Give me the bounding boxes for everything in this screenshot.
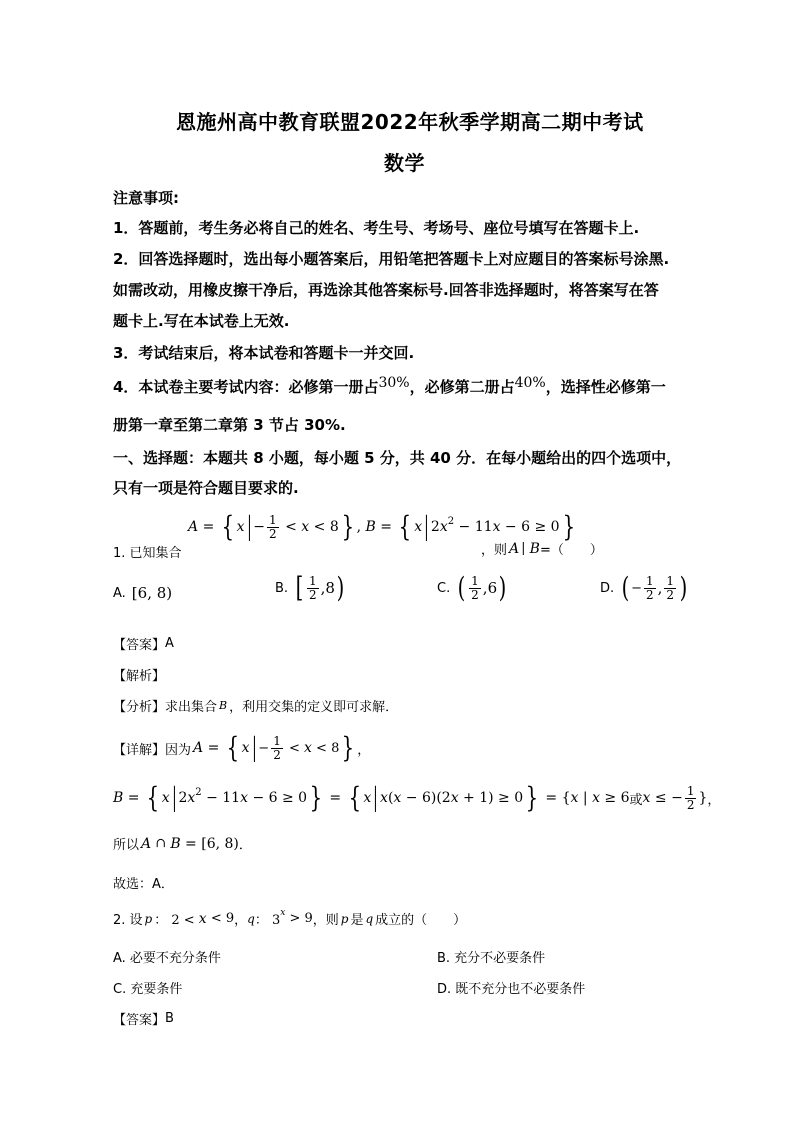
q1-option-a[interactable]: A. [6, 8) bbox=[113, 584, 173, 602]
q1-conclusion: 故选：A． bbox=[113, 877, 174, 892]
q1-analysis-tag: 【解析】 bbox=[113, 669, 166, 684]
notice-item-2-line-3: 题卡上.写在本试卷上无效. bbox=[113, 312, 290, 330]
q1-option-b[interactable]: B. [ $\frac{1}{2}$ ,8 ) bbox=[275, 571, 345, 604]
q1-detail-line-1: 【详解】 因为 A = { x | − $\frac{1}{2}$ < x < 8 } ， bbox=[113, 731, 371, 764]
notice-item-1: 1．答题前，考生务必将自己的姓名、考生号、考场号、座位号填写在答题卡上. bbox=[113, 219, 640, 237]
section-1-line-2: 只有一项是符合题目要求的. bbox=[113, 479, 299, 497]
notice-item-4-text-a: 4．本试卷主要考试内容：必修第一册占 bbox=[113, 378, 379, 396]
q1-stem-prefix: 1. 已知集合 bbox=[113, 546, 182, 561]
q2-stem-a: 2. 设 bbox=[113, 913, 143, 928]
q1-fenxi-tag: 【分析】 bbox=[113, 700, 166, 715]
q1-answer-tag: 【答案】 bbox=[113, 638, 166, 653]
q1-option-d-label: D. bbox=[600, 580, 615, 596]
q1-result: 所以 A ∩ B = [6, 8) ． bbox=[113, 835, 252, 853]
q2-stem-b: ，则 bbox=[312, 913, 339, 928]
q1-option-d[interactable]: D. ( − $\frac{1}{2}$ , $\frac{1}{2}$ ) bbox=[600, 571, 688, 604]
q1-stem-end: =（ ） bbox=[539, 543, 603, 558]
exam-title: 恩施州高中教育联盟2022年秋季学期高二期中考试 bbox=[176, 110, 644, 134]
q2-stem: 2. 设 p ： 2 < x < 9 ， q ： 3 x > 9 ，则 p 是 q 成立的（ ） bbox=[113, 907, 467, 928]
q2-answer-value: B bbox=[165, 1011, 174, 1026]
q1-detail-line-2: B = { x | 2 x 2 − 11 x − 6 ≥ 0 } = { x | x ( x − 6)(2 x + 1) ≥ 0 } = { x | x ≥ 6 或 x ≤ − $\frac{1}{2}$ } ， bbox=[113, 781, 721, 814]
q2-option-c[interactable]: C. 充要条件 bbox=[113, 982, 183, 997]
q1-fenxi-text-b: ，利用交集的定义即可求解． bbox=[229, 700, 399, 715]
notice-item-2-line-1: 2．回答选择题时，选出每小题答案后，用铅笔把答题卡上对应题目的答案标号涂黑. bbox=[113, 250, 670, 268]
q1-detail-tag: 【详解】 bbox=[113, 742, 166, 758]
q1-option-c[interactable]: C. ( $\frac{1}{2}$ ,6 ) bbox=[437, 571, 507, 604]
notice-item-3: 3．考试结束后，将本试卷和答题卡一并交回. bbox=[113, 344, 415, 362]
notice-item-4-line-1 bbox=[113, 376, 666, 397]
q1-result-suffix: ． bbox=[238, 838, 252, 853]
notice-heading: 注意事项: bbox=[113, 189, 179, 207]
notice-item-4-line-2: 册第一章至第二章第 3 节占 30%. bbox=[113, 416, 346, 434]
notice-item-4-pct-2: 40% bbox=[514, 374, 546, 391]
q1-result-prefix: 所以 bbox=[113, 838, 140, 853]
q1-option-b-label: B. bbox=[275, 580, 289, 596]
q2-option-d[interactable]: D. 既不充分也不必要条件 bbox=[437, 982, 586, 997]
q1-fenxi: 【分析】 求出集合 B ，利用交集的定义即可求解． bbox=[113, 696, 398, 715]
q2-stem-c: 是 bbox=[350, 913, 364, 928]
q2-answer-tag: 【答案】 bbox=[113, 1013, 166, 1028]
notice-item-4-pct-1: 30% bbox=[378, 374, 410, 391]
q1-option-a-label: A. bbox=[113, 585, 126, 601]
notice-item-4-text-b: ，必修第二册占 bbox=[409, 378, 515, 396]
q1-fenxi-text-a: 求出集合 bbox=[165, 700, 218, 715]
q1-stem-suffix-line: ，则 A | B =（ ） bbox=[481, 540, 603, 558]
q1-option-c-label: C. bbox=[437, 580, 451, 596]
q2-option-b[interactable]: B. 充分不必要条件 bbox=[437, 951, 546, 966]
exam-subject: 数学 bbox=[384, 151, 425, 175]
notice-item-2-line-2: 如需改动，用橡皮擦干净后，再选涂其他答案标号.回答非选择题时，将答案写在答 bbox=[113, 281, 659, 299]
section-1-line-1: 一、选择题：本题共 8 小题，每小题 5 分，共 40 分．在每小题给出的四个选项中， bbox=[113, 449, 682, 467]
q2-stem-d: 成立的（ ） bbox=[375, 913, 467, 928]
q2-answer bbox=[113, 1009, 174, 1028]
q1-set-definition: A = { x | − $\frac{1}{2}$ < x < 8 } , B = { x | 2 x 2 − 11 x − 6 ≥ 0 } bbox=[188, 510, 575, 543]
q1-detail-text-a: 因为 bbox=[165, 742, 192, 758]
notice-item-4-text-c: ，选择性必修第一 bbox=[545, 378, 666, 396]
q1-answer-value: A bbox=[165, 636, 174, 651]
q2-option-a[interactable]: A. 必要不充分条件 bbox=[113, 951, 221, 966]
q1-answer bbox=[113, 634, 174, 653]
q1-detail-or: 或 bbox=[629, 792, 643, 808]
q1-stem-suffix: ，则 bbox=[481, 543, 508, 558]
